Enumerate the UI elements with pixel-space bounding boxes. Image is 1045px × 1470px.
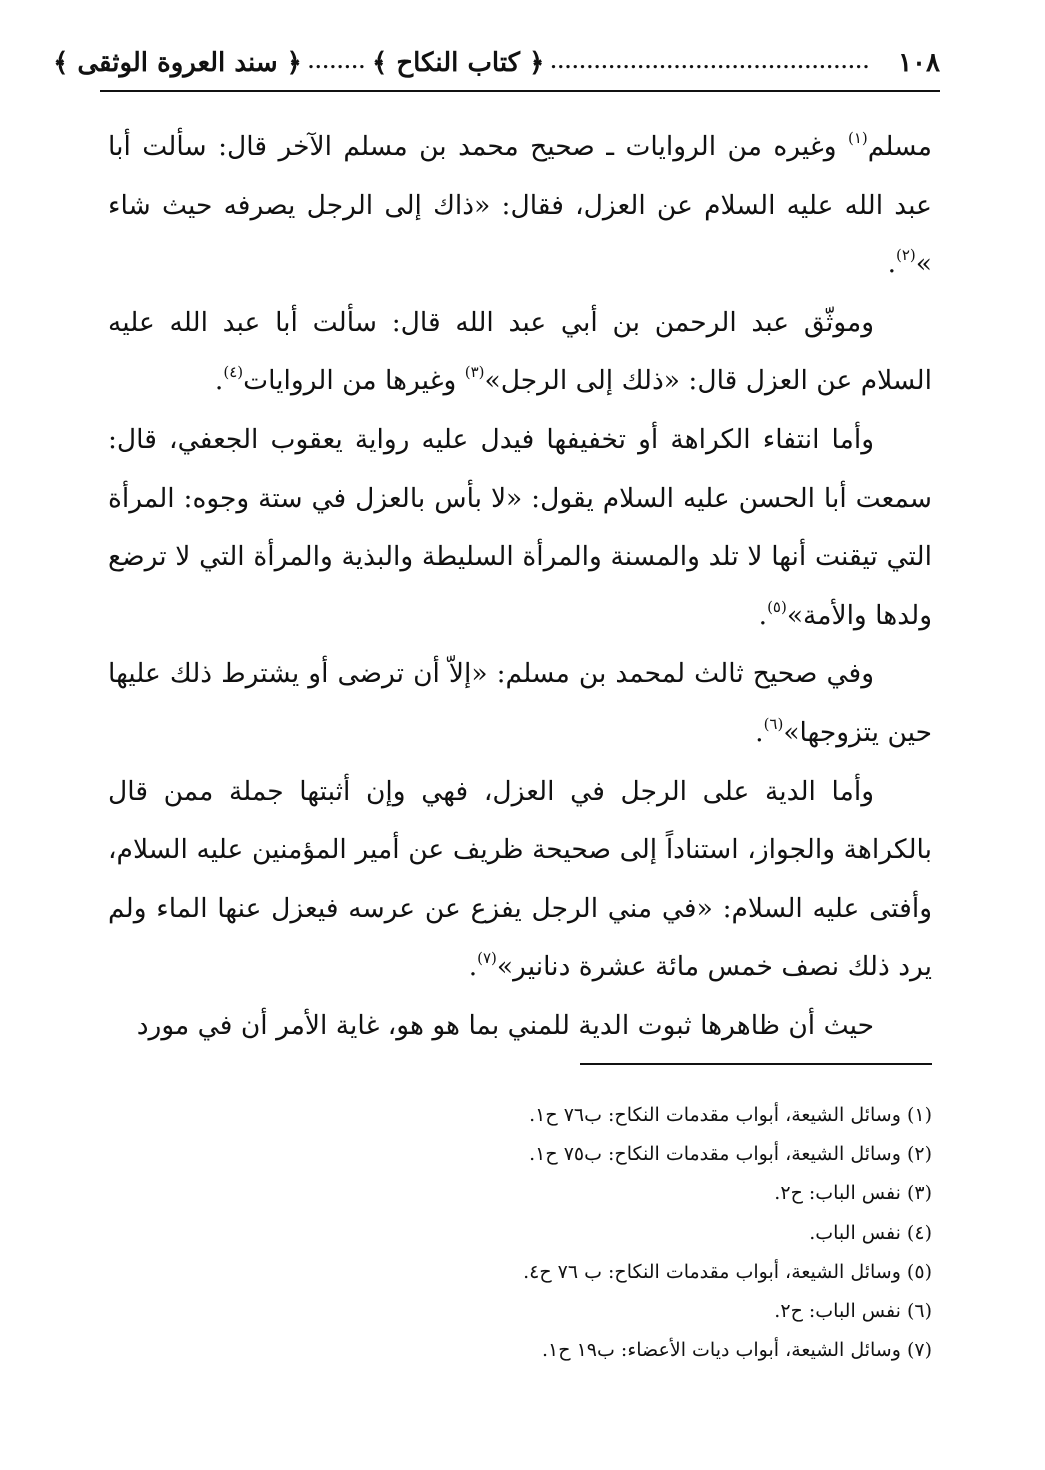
text-run: وموثّق عبد الرحمن بن أبي عبد الله قال: سألت أبا عبد الله عليه السلام عن العزل قال: «ذلك إلى الرجل» xyxy=(108,306,932,397)
footnote: (٣) نفس الباب: ح٢. xyxy=(774,1182,932,1205)
footnote: (١) وسائل الشيعة، أبواب مقدمات النكاح: ب٧٦ ح١. xyxy=(529,1104,932,1126)
footnote-ref: (٥) xyxy=(767,597,787,616)
text-run: حيث أن ظاهرها ثبوت الدية للمني بما هو هو، غاية الأمر أن في مورد xyxy=(136,1009,874,1041)
header-dot-leader: ............................................ xyxy=(550,52,871,73)
footnote-ref: (١) xyxy=(847,129,868,147)
footnote: (٥) وسائل الشيعة، أبواب مقدمات النكاح: ب ٧٦ ح٤. xyxy=(523,1260,932,1283)
text-run: . xyxy=(755,716,764,748)
text-run: . xyxy=(468,951,478,983)
text-run: . xyxy=(214,365,224,397)
paragraph xyxy=(108,645,932,762)
footnote-ref: (٤) xyxy=(223,363,244,382)
footnote-ref: (٣) xyxy=(464,363,485,382)
text-run: وغيره من الروايات ـ صحيح محمد بن مسلم الآخر قال: سألت أبا عبد الله عليه السلام عن العزل، فقال: «ذاك إلى الرجل يصرفه حيث شاء » xyxy=(108,131,932,280)
text-run: وأما الدية على الرجل في العزل، فهي وإن أثبتها جملة ممن قال بالكراهة والجواز، استناداً إلى صحيحة ظريف عن أمير المؤمنين عليه السلام، وأفتى عليه السلام: «في مني الرجل يفزع عن عرسه فيعزل عنها الماء ولم يرد ذلك نصف خمس مائة عشرة دنانير» xyxy=(108,775,932,983)
text-run: وفي صحيح ثالث لمحمد بن مسلم: «إلاّ أن ترضى أو يشترط ذلك عليها حين يتزوجها» xyxy=(108,658,932,748)
footnote-ref: (٢) xyxy=(896,246,916,265)
footnote-ref: (٧) xyxy=(477,949,497,968)
paragraph xyxy=(108,763,932,997)
header-rule xyxy=(100,90,940,92)
footnotes xyxy=(108,1096,932,1396)
running-header xyxy=(53,40,940,86)
text-run: . xyxy=(758,599,768,631)
footnote: (٢) وسائل الشيعة، أبواب مقدمات النكاح: ب٧٥ ح١. xyxy=(529,1143,932,1166)
text-run: وأما انتفاء الكراهة أو تخفيفها فيدل عليه رواية يعقوب الجعفي، قال: سمعت أبا الحسن عليه السلام يقول: «لا بأس بالعزل في ستة وجوه: المرأة التي تيقنت أنها لا تلد والمسنة والمرأة السليطة والبذية والمرأة التي لا ترضع ولدها والأمة» xyxy=(108,423,932,631)
text-run: . xyxy=(887,248,896,280)
text-run: وغيرها من الروايات xyxy=(243,365,465,397)
footnote: (٦) نفس الباب: ح٢. xyxy=(774,1300,932,1323)
chapter-title: ﴿ كتاب النكاح ﴾ xyxy=(372,48,545,78)
header-dot-leader-short: ........ xyxy=(307,52,367,73)
footnote-ref: (٦) xyxy=(763,714,784,733)
paragraph xyxy=(108,411,932,645)
text-run: مسلم xyxy=(867,131,932,162)
footnote: (٧) وسائل الشيعة، أبواب ديات الأعضاء: ب١٩ ح١. xyxy=(542,1339,932,1362)
footnote-rule xyxy=(580,1063,932,1065)
paragraph xyxy=(108,294,932,411)
page-number: ١٠٨ xyxy=(898,48,940,78)
footnote: (٤) نفس الباب. xyxy=(809,1221,932,1244)
book-title: ﴿ سند العروة الوثقى ﴾ xyxy=(53,48,302,78)
paragraph xyxy=(108,997,932,1056)
main-text xyxy=(108,118,932,1041)
paragraph xyxy=(108,118,932,294)
